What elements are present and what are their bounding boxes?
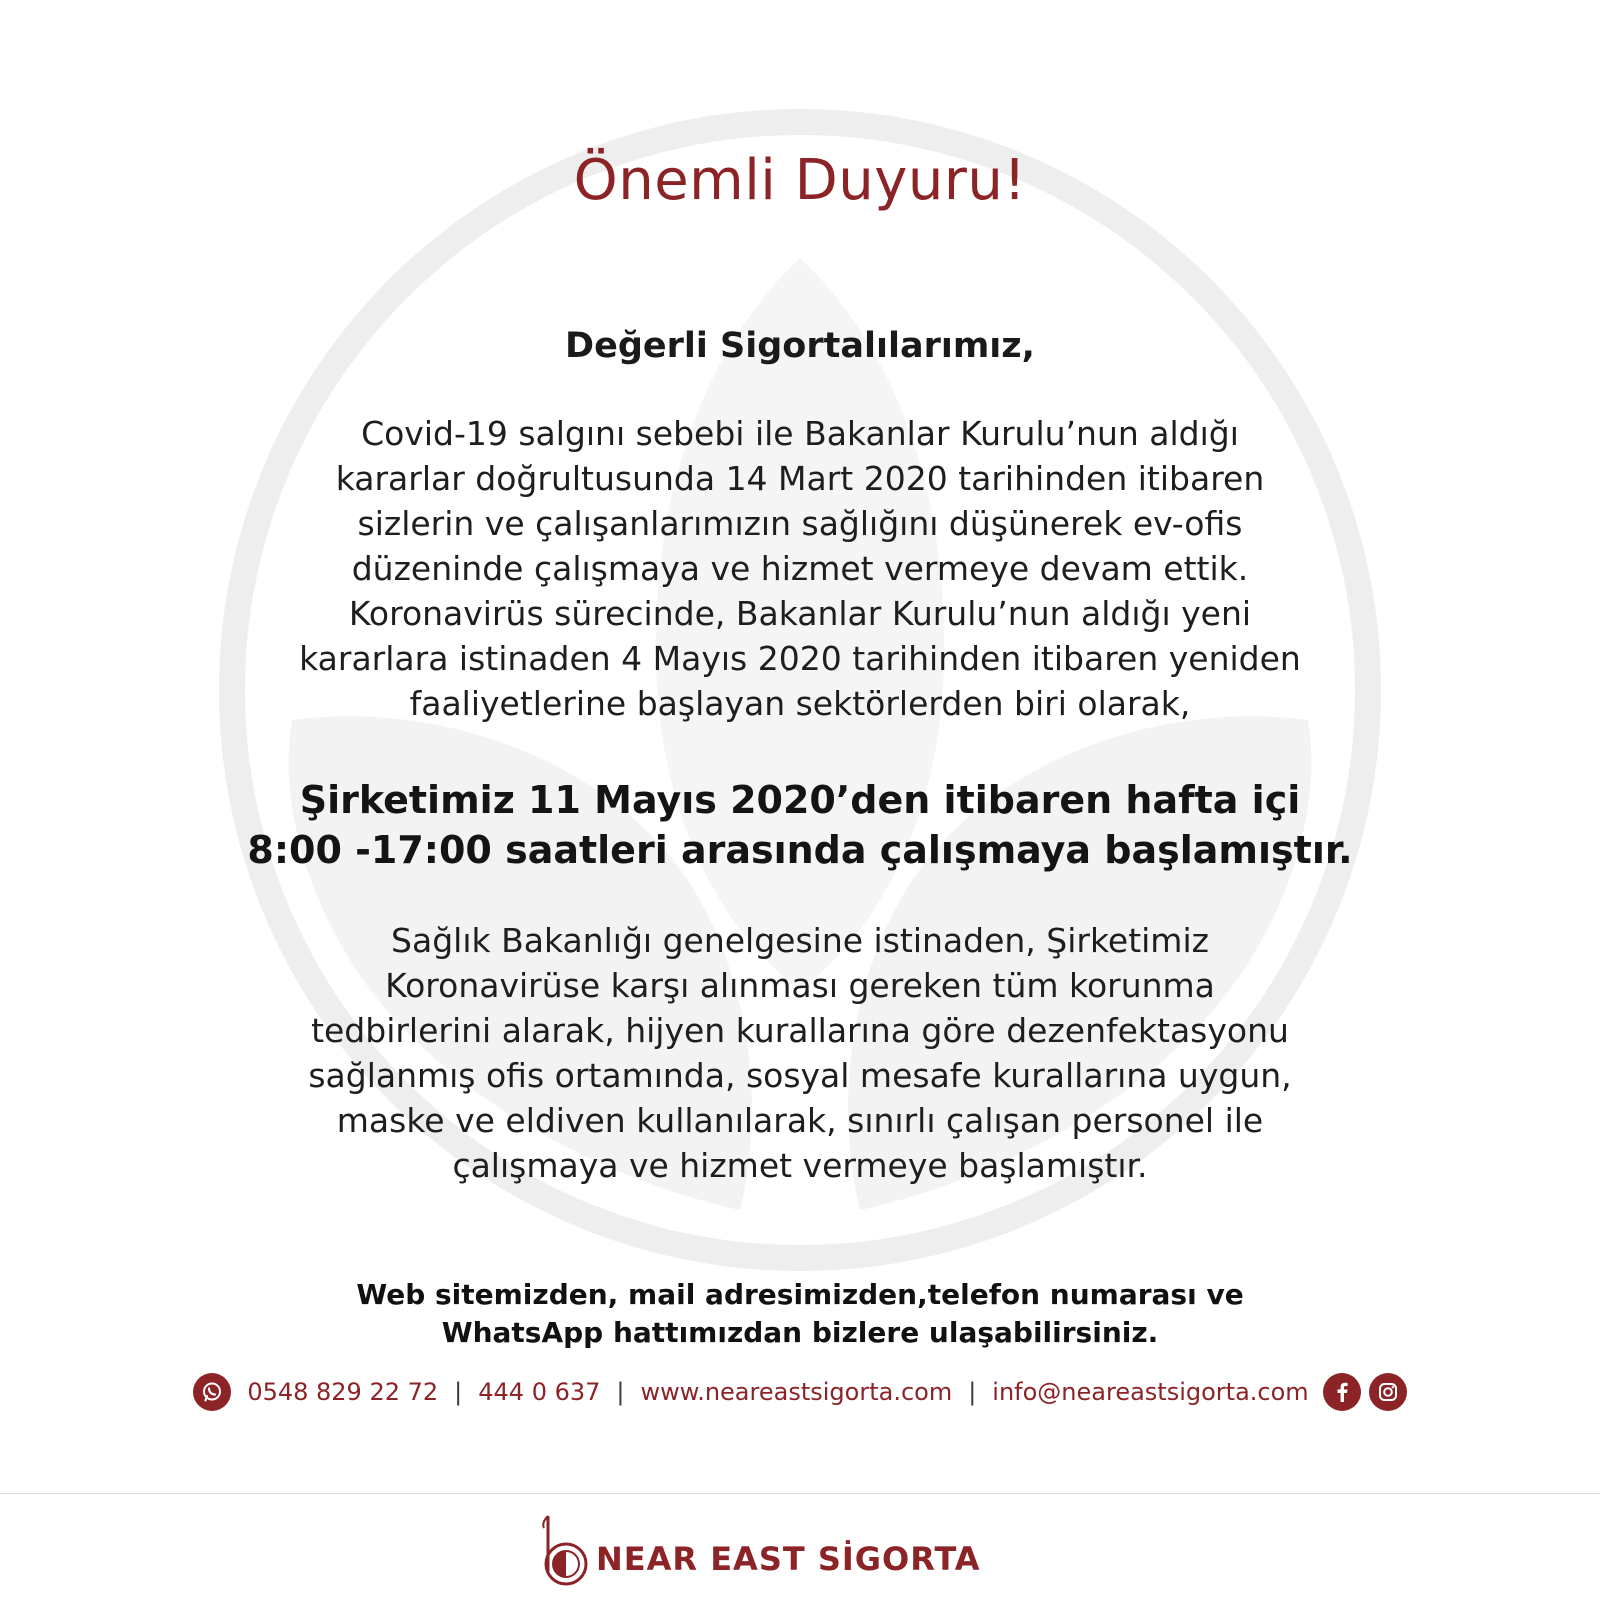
paragraph-line: maske ve eldiven kullanılarak, sınırlı çalışan personel ile bbox=[336, 1101, 1264, 1140]
contact-intro-line: WhatsApp hattımızdan bizlere ulaşabilirsiniz. bbox=[441, 1316, 1159, 1349]
working-hours-notice bbox=[200, 775, 1400, 875]
email-link[interactable]: info@neareastsigorta.com bbox=[992, 1378, 1309, 1406]
facebook-icon[interactable] bbox=[1323, 1373, 1361, 1411]
contact-intro bbox=[0, 1276, 1600, 1352]
paragraph-line: Sağlık Bakanlığı genelgesine istinaden, Şirketimiz bbox=[391, 921, 1209, 960]
paragraph-line: kararlar doğrultusunda 14 Mart 2020 tarihinden itibaren bbox=[335, 459, 1265, 498]
phone-mobile[interactable]: 0548 829 22 72 bbox=[247, 1378, 439, 1406]
whatsapp-icon[interactable] bbox=[193, 1373, 231, 1411]
logo-mark-icon bbox=[538, 1512, 590, 1590]
paragraph-hygiene bbox=[240, 918, 1360, 1188]
paragraph-line: kararlara istinaden 4 Mayıs 2020 tarihinden itibaren yeniden bbox=[299, 639, 1301, 678]
paragraph-line: düzeninde çalışmaya ve hizmet vermeye devam ettik. bbox=[351, 549, 1249, 588]
paragraph-line: sağlanmış ofis ortamında, sosyal mesafe kurallarına uygun, bbox=[308, 1056, 1292, 1095]
notice-line: 8:00 -17:00 saatleri arasında çalışmaya başlamıştır. bbox=[247, 828, 1353, 872]
brand-name: NEAR EAST SİGORTA bbox=[596, 1540, 981, 1578]
announcement-title: Önemli Duyuru! bbox=[573, 148, 1027, 213]
paragraph-line: Covid-19 salgını sebebi ile Bakanlar Kurulu’nun aldığı bbox=[361, 414, 1239, 453]
separator: | bbox=[616, 1378, 625, 1406]
separator: | bbox=[454, 1378, 463, 1406]
paragraph-line: faaliyetlerine başlayan sektörlerden biri olarak, bbox=[409, 684, 1191, 723]
website-link[interactable]: www.neareastsigorta.com bbox=[640, 1378, 953, 1406]
paragraph-line: çalışmaya ve hizmet vermeye başlamıştır. bbox=[452, 1146, 1148, 1185]
footer-divider bbox=[0, 1493, 1600, 1494]
separator: | bbox=[968, 1378, 977, 1406]
paragraph-line: tedbirlerini alarak, hijyen kurallarına göre dezenfektasyonu bbox=[311, 1011, 1289, 1050]
phone-short[interactable]: 444 0 637 bbox=[478, 1378, 601, 1406]
instagram-icon[interactable] bbox=[1369, 1373, 1407, 1411]
paragraph-line: sizlerin ve çalışanlarımızın sağlığını düşünerek ev-ofis bbox=[357, 504, 1243, 543]
contact-intro-line: Web sitemizden, mail adresimizden,telefon numarası ve bbox=[356, 1278, 1244, 1311]
contact-bar bbox=[0, 1370, 1600, 1414]
paragraph-line: Koronavirüse karşı alınması gereken tüm korunma bbox=[385, 966, 1215, 1005]
paragraph-intro bbox=[240, 411, 1360, 726]
greeting-text: Değerli Sigortalılarımız, bbox=[565, 326, 1035, 366]
paragraph-line: Koronavirüs sürecinde, Bakanlar Kurulu’nun aldığı yeni bbox=[348, 594, 1252, 633]
notice-line: Şirketimiz 11 Mayıs 2020’den itibaren hafta içi bbox=[299, 778, 1301, 822]
company-logo bbox=[538, 1510, 981, 1590]
